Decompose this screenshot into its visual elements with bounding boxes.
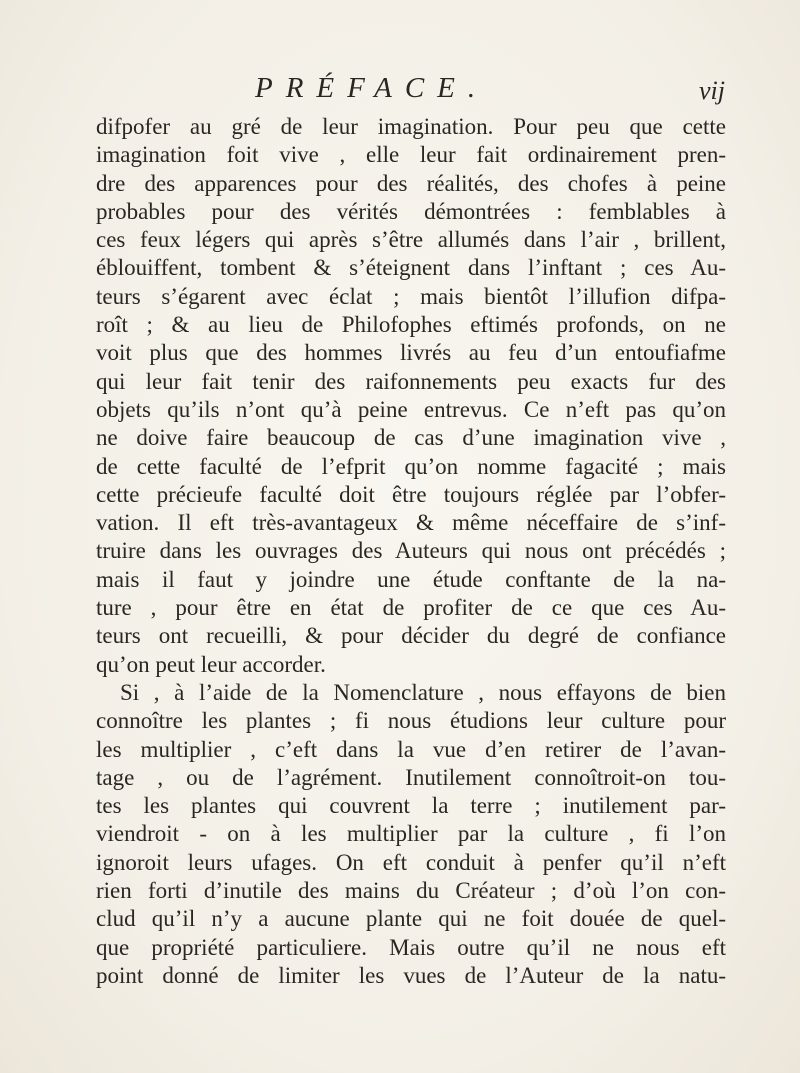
- paragraph: [96, 679, 726, 990]
- text-line: tes les plantes qui couvrent la terre ; inutilement par-: [96, 793, 726, 819]
- text-line: ture , pour être en état de profiter de ce que ces Au-: [96, 595, 726, 621]
- text-line: roît ; & au lieu de Philofophes eftimés profonds, on ne: [96, 312, 726, 338]
- text-line: connoître les plantes ; fi nous étudions leur culture pour: [96, 708, 726, 734]
- text-line: ne doive faire beaucoup de cas d’une imagination vive ,: [96, 425, 726, 451]
- text-line: que propriété particuliere. Mais outre qu’il ne nous eft: [96, 934, 726, 960]
- text-line: qu’on peut leur accorder.: [96, 651, 326, 677]
- text-line: vation. Il eft très-avantageux & même néceffaire de s’inf-: [96, 510, 726, 536]
- text-line: point donné de limiter les vues de l’Auteur de la natu-: [96, 962, 726, 988]
- text-line: objets qu’ils n’ont qu’à peine entrevus. Ce n’eft pas qu’on: [96, 396, 726, 422]
- text-line: ignoroit leurs ufages. On eft conduit à penfer qu’il n’eft: [96, 849, 726, 875]
- text-line: teurs ont recueilli, & pour décider du degré de confiance: [96, 623, 726, 649]
- text-line: viendroit - on à les multiplier par la culture , fi l’on: [96, 821, 726, 847]
- running-title: PRÉFACE.: [255, 72, 489, 104]
- text-line: teurs s’égarent avec éclat ; mais bientôt l’illufion difpa-: [96, 283, 726, 309]
- text-line: dre des apparences pour des réalités, des chofes à peine: [96, 170, 726, 196]
- page-header: [95, 72, 725, 112]
- text-line: qui leur fait tenir des raifonnements peu exacts fur des: [96, 368, 726, 394]
- text-line: probables pour des vérités démontrées : femblables à: [96, 198, 726, 224]
- text-line: tage , ou de l’agrément. Inutilement connoîtroit-on tou-: [96, 764, 726, 790]
- text-line: Si , à l’aide de la Nomenclature , nous effayons de bien: [120, 679, 726, 705]
- text-line: difpofer au gré de leur imagination. Pour peu que cette: [96, 114, 726, 139]
- text-line: cette précieufe faculté doit être toujours réglée par l’obfer-: [96, 481, 726, 507]
- text-line: voit plus que des hommes livrés au feu d’un entoufiafme: [96, 340, 726, 366]
- text-line: rien forti d’inutile des mains du Créateur ; d’où l’on con-: [96, 878, 726, 904]
- text-line: truire dans les ouvrages des Auteurs qui nous ont précédés ;: [96, 538, 726, 564]
- text-line: ces feux légers qui après s’être allumés dans l’air , brillent,: [96, 227, 726, 253]
- text-line: éblouiffent, tombent & s’éteignent dans l’inftant ; ces Au-: [96, 255, 726, 281]
- text-line: mais il faut y joindre une étude conftante de la na-: [96, 566, 726, 592]
- body-text: [96, 113, 726, 990]
- text-line: clud qu’il n’y a aucune plante qui ne foit douée de quel-: [96, 906, 726, 932]
- text-line: de cette faculté de l’efprit qu’on nomme fagacité ; mais: [96, 453, 726, 479]
- page-number: vij: [699, 76, 725, 105]
- paragraph: [96, 113, 726, 679]
- text-line: imagination foit vive , elle leur fait ordinairement pren-: [96, 142, 726, 168]
- text-line: les multiplier , c’eft dans la vue d’en retirer de l’avan-: [96, 736, 726, 762]
